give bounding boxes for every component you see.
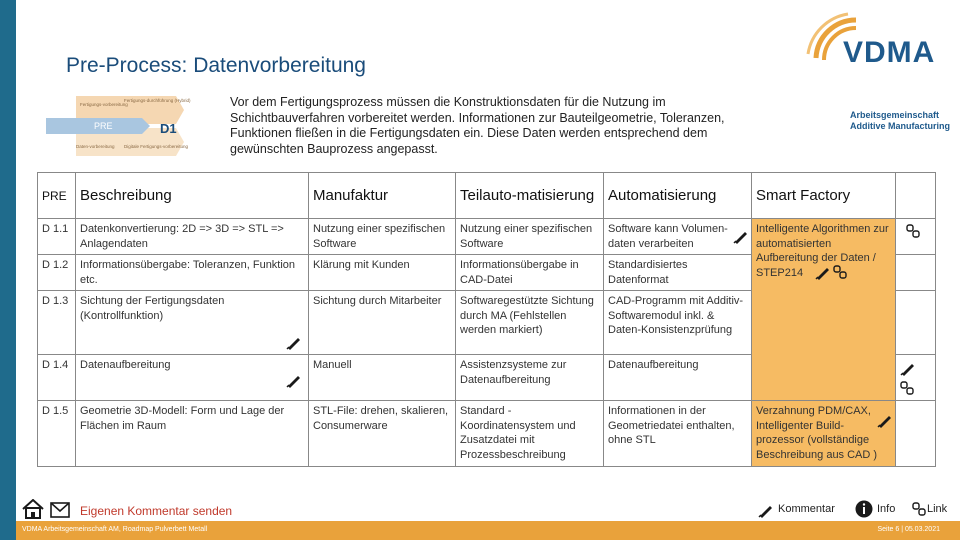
logo-subtitle-line2: Additive Manufacturing [850,121,951,131]
left-accent-bar [0,0,16,540]
footer-page-info: Seite 6 | 05.03.2021 [877,526,940,533]
pen-icon[interactable] [877,412,893,428]
row-extra [896,219,936,255]
row-beschreibung: Informationsübergabe: Toleranzen, Funktion etc. [76,255,309,291]
table-header-row [38,173,936,219]
page-title: Pre-Process: Datenvorbereitung [66,54,366,77]
send-comment-link[interactable]: Eigenen Kommentar senden [80,504,233,518]
row-manufaktur: Sichtung durch Mitarbeiter [309,291,456,355]
header-teilautomatisierung: Teilauto-matisierung [456,173,604,219]
row-beschreibung: Geometrie 3D-Modell: Form und Lage der Flächen im Raum [76,401,309,467]
header-extra [896,173,936,219]
pen-icon[interactable] [733,228,749,244]
link-icon[interactable] [906,224,920,238]
link-icon[interactable] [900,381,914,395]
logo-subtitle [850,110,950,132]
maturity-table [37,172,936,467]
smart-factory-merged-cell [752,219,896,401]
pen-icon[interactable] [286,334,302,350]
row-beschreibung [76,291,309,355]
row-extra [896,291,936,355]
pen-icon[interactable] [286,372,302,388]
cell-wrapper [80,358,304,386]
row-teilauto: Nutzung einer spezifischen Software [456,219,604,255]
header-automatisierung: Automatisierung [604,173,752,219]
row-manufaktur: Klärung mit Kunden [309,255,456,291]
table-row [38,219,936,255]
diagram-br-label: Digitale Fertigungs-vorbereitung [124,144,189,149]
logo-subtitle-line1: Arbeitsgemeinschaft [850,110,940,120]
row-beschreibung-text: Sichtung der Fertigungsdaten (Kontrollfunktion) [80,295,225,322]
cell-wrapper [80,294,304,350]
logo-wordmark: VDMA [843,36,936,69]
home-icon[interactable] [22,499,44,519]
row-automatisierung: Standardisiertes Datenformat [604,255,752,291]
row-manufaktur: Nutzung einer spezifischen Software [309,219,456,255]
row-id: D 1.5 [38,401,76,467]
pen-icon[interactable] [815,264,831,280]
diagram-d1-label: D1 [160,121,177,136]
row-beschreibung [76,355,309,401]
row-automatisierung: CAD-Programm mit Additiv-Softwaremodul inkl. & Daten-Konsistenzprüfung [604,291,752,355]
row-smart [752,401,896,467]
legend-info: Info [877,503,896,515]
header-smart-factory: Smart Factory [752,173,896,219]
pen-icon[interactable] [900,360,916,376]
process-diagram [46,88,192,164]
header-manufaktur: Manufaktur [309,173,456,219]
row-id: D 1.4 [38,355,76,401]
info-icon [855,500,873,518]
header-beschreibung: Beschreibung [76,173,309,219]
row-automatisierung: Datenaufbereitung [604,355,752,401]
legend-comment: Kommentar [778,503,835,515]
row-beschreibung-text: Datenaufbereitung [80,359,171,371]
row-id: D 1.3 [38,291,76,355]
row-teilauto: Assistenzsysteme zur Datenaufbereitung [456,355,604,401]
row-teilauto: Softwaregestützte Sichtung durch MA (Fehlstellen werden markiert) [456,291,604,355]
row-beschreibung: Datenkonvertierung: 2D => 3D => STL => Anlagendaten [76,219,309,255]
row-automatisierung: Informationen in der Geometriedatei enthalten, ohne STL [604,401,752,467]
diagram-bl-label: Daten-vorbereitung [76,144,115,149]
link-legend-icon [912,502,926,516]
row-manufaktur: Manuell [309,355,456,401]
legend-link: Link [927,503,948,515]
diagram-pre-label: PRE [94,121,113,131]
row-extra [896,255,936,291]
row-id: D 1.2 [38,255,76,291]
diagram-tl-label: Fertigungs-vorbereitung [80,102,128,107]
row-automatisierung-text: Software kann Volumen-daten verarbeiten [608,223,728,250]
table-row [38,401,936,467]
row-extra [896,355,936,401]
diagram-tr-label: Fertigungs-durchführung (Hybrid) [124,98,191,103]
link-icon[interactable] [833,265,847,279]
row-automatisierung [604,219,752,255]
footer-left-text: VDMA Arbeitsgemeinschaft AM, Roadmap Pulverbett Metall [22,526,208,533]
mail-icon[interactable] [50,500,70,518]
row-teilauto: Informationsübergabe in CAD-Datei [456,255,604,291]
cell-wrapper [608,222,747,251]
cell-wrapper [756,404,891,462]
smart-merged-text: Intelligente Algorithmen zur automatisierten Aufbereitung der Daten / STEP214 [756,223,889,279]
intro-text: Vor dem Fertigungsprozess müssen die Konstruktionsdaten für die Nutzung im Schichtbauverfahren vorbereitet werden. Informationen zur Bauteilgeometrie, Toleranzen, Funktionen fließen in die Fertigungsdaten ein. Diese Daten werden entsprechend dem gewünschten Bauprozess angepasst. [230,95,725,156]
row-smart-text: Verzahnung PDM/CAX, Intelligenter Build-prozessor (vollständige Beschreibung aus CAD ) [756,405,878,461]
row-teilauto: Standard - Koordinatensystem und Zusatzdatei mit Prozessbeschreibung [456,401,604,467]
row-extra [896,401,936,467]
comment-legend-icon [758,502,774,518]
header-id: PRE [38,173,76,219]
row-manufaktur: STL-File: drehen, skalieren, Consumerware [309,401,456,467]
row-id: D 1.1 [38,219,76,255]
